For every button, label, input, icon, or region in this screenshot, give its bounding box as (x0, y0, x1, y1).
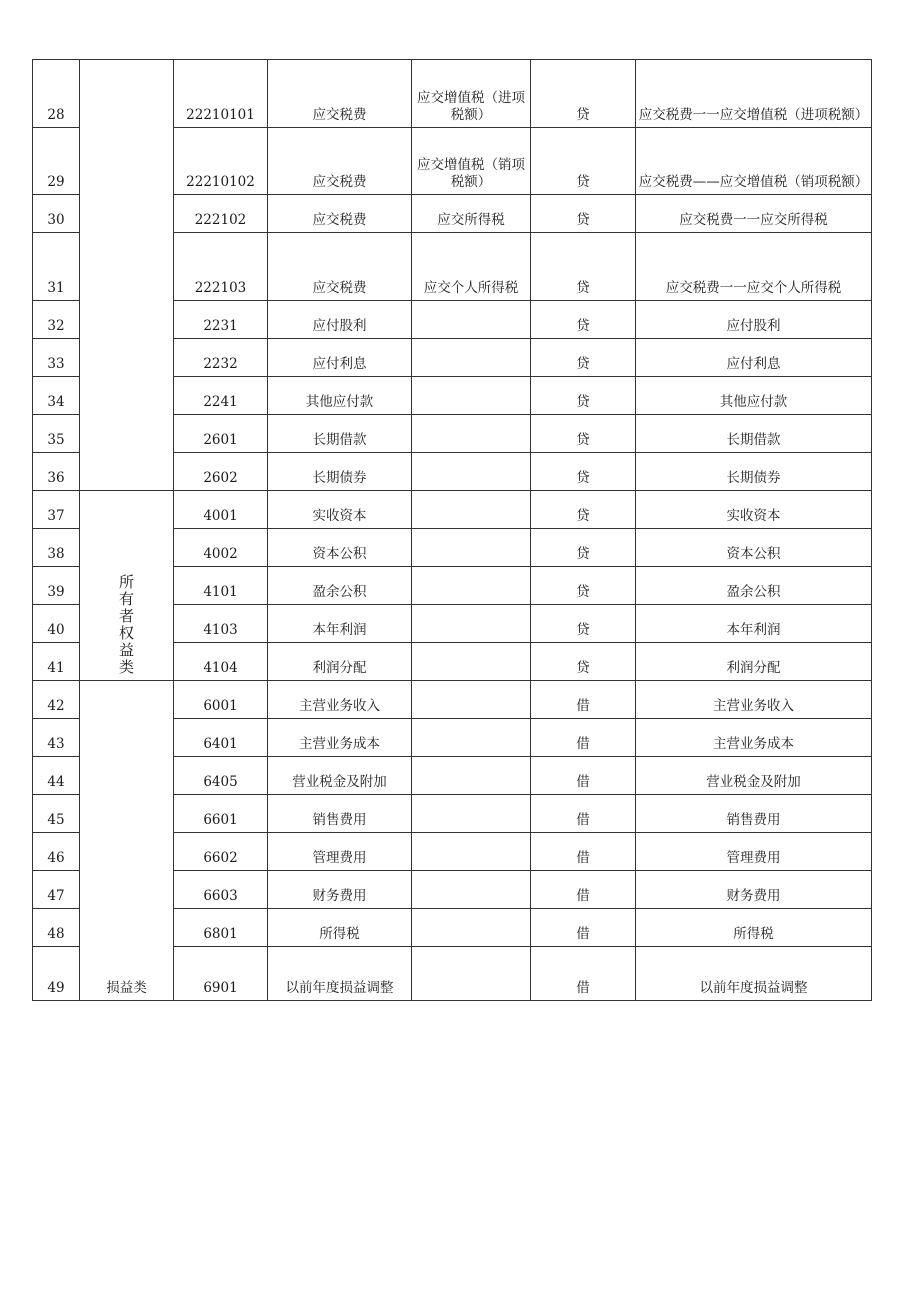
row-number: 48 (33, 909, 80, 947)
row-number: 28 (33, 60, 80, 128)
level1-account: 应交税费 (268, 60, 412, 128)
full-account-name: 应交税费一一应交所得税 (636, 195, 872, 233)
full-account-name: 主营业务收入 (636, 681, 872, 719)
level2-account (412, 301, 531, 339)
category-liability (80, 60, 174, 491)
balance-direction: 贷 (531, 60, 636, 128)
full-account-name: 应交税费一一应交增值税（进项税额） (636, 60, 872, 128)
full-account-name: 营业税金及附加 (636, 757, 872, 795)
balance-direction: 借 (531, 795, 636, 833)
table-row (33, 681, 872, 719)
level2-account (412, 681, 531, 719)
balance-direction: 贷 (531, 605, 636, 643)
full-account-name: 长期借款 (636, 415, 872, 453)
level1-account: 长期债券 (268, 453, 412, 491)
full-account-name: 盈余公积 (636, 567, 872, 605)
level1-account: 利润分配 (268, 643, 412, 681)
balance-direction: 借 (531, 871, 636, 909)
full-account-name: 应付股利 (636, 301, 872, 339)
level1-account: 营业税金及附加 (268, 757, 412, 795)
row-number: 46 (33, 833, 80, 871)
account-code: 6601 (174, 795, 268, 833)
account-code: 22210101 (174, 60, 268, 128)
balance-direction: 借 (531, 719, 636, 757)
level2-account (412, 453, 531, 491)
balance-direction: 贷 (531, 453, 636, 491)
level1-account: 财务费用 (268, 871, 412, 909)
row-number: 42 (33, 681, 80, 719)
account-code: 2232 (174, 339, 268, 377)
row-number: 38 (33, 529, 80, 567)
balance-direction: 贷 (531, 233, 636, 301)
category-equity-label: 所有者权益类 (118, 573, 134, 676)
account-code: 4001 (174, 491, 268, 529)
level2-account (412, 909, 531, 947)
level2-account (412, 795, 531, 833)
level1-account: 主营业务成本 (268, 719, 412, 757)
balance-direction: 贷 (531, 529, 636, 567)
full-account-name: 应交税费——应交增值税（销项税额） (636, 128, 872, 195)
level2-account (412, 757, 531, 795)
balance-direction: 贷 (531, 339, 636, 377)
full-account-name: 应付利息 (636, 339, 872, 377)
level1-account: 管理费用 (268, 833, 412, 871)
account-table-body (33, 60, 872, 1001)
category-equity (80, 491, 174, 681)
full-account-name: 利润分配 (636, 643, 872, 681)
account-table (32, 59, 872, 1001)
level1-account: 资本公积 (268, 529, 412, 567)
row-number: 47 (33, 871, 80, 909)
account-code: 4101 (174, 567, 268, 605)
row-number: 33 (33, 339, 80, 377)
balance-direction: 贷 (531, 415, 636, 453)
level1-account: 应交税费 (268, 128, 412, 195)
level1-account: 应交税费 (268, 195, 412, 233)
full-account-name: 所得税 (636, 909, 872, 947)
full-account-name: 应交税费一一应交个人所得税 (636, 233, 872, 301)
row-number: 29 (33, 128, 80, 195)
row-number: 49 (33, 947, 80, 1001)
level2-account (412, 605, 531, 643)
level2-account (412, 719, 531, 757)
level2-account (412, 377, 531, 415)
table-row (33, 491, 872, 529)
full-account-name: 财务费用 (636, 871, 872, 909)
full-account-name: 销售费用 (636, 795, 872, 833)
table-row (33, 60, 872, 128)
level2-account (412, 567, 531, 605)
full-account-name: 资本公积 (636, 529, 872, 567)
level2-account: 应交增值税（销项税额） (412, 128, 531, 195)
full-account-name: 管理费用 (636, 833, 872, 871)
level2-account: 应交增值税（进项税额） (412, 60, 531, 128)
row-number: 41 (33, 643, 80, 681)
full-account-name: 其他应付款 (636, 377, 872, 415)
row-number: 43 (33, 719, 80, 757)
account-code: 6401 (174, 719, 268, 757)
balance-direction: 贷 (531, 491, 636, 529)
row-number: 39 (33, 567, 80, 605)
account-code: 6901 (174, 947, 268, 1001)
level2-account (412, 833, 531, 871)
account-code: 22210102 (174, 128, 268, 195)
account-code: 2241 (174, 377, 268, 415)
level1-account: 应付利息 (268, 339, 412, 377)
row-number: 44 (33, 757, 80, 795)
level1-account: 长期借款 (268, 415, 412, 453)
balance-direction: 借 (531, 681, 636, 719)
account-code: 4104 (174, 643, 268, 681)
account-code: 2601 (174, 415, 268, 453)
level2-account (412, 491, 531, 529)
level1-account: 应交税费 (268, 233, 412, 301)
balance-direction: 借 (531, 833, 636, 871)
account-code: 6603 (174, 871, 268, 909)
level1-account: 本年利润 (268, 605, 412, 643)
row-number: 34 (33, 377, 80, 415)
balance-direction: 贷 (531, 128, 636, 195)
row-number: 36 (33, 453, 80, 491)
account-code: 222103 (174, 233, 268, 301)
full-account-name: 主营业务成本 (636, 719, 872, 757)
row-number: 32 (33, 301, 80, 339)
level1-account: 主营业务收入 (268, 681, 412, 719)
level2-account (412, 339, 531, 377)
account-code: 2231 (174, 301, 268, 339)
level1-account: 其他应付款 (268, 377, 412, 415)
account-code: 6602 (174, 833, 268, 871)
row-number: 31 (33, 233, 80, 301)
balance-direction: 贷 (531, 195, 636, 233)
full-account-name: 实收资本 (636, 491, 872, 529)
full-account-name: 本年利润 (636, 605, 872, 643)
full-account-name: 长期债券 (636, 453, 872, 491)
level2-account (412, 947, 531, 1001)
full-account-name: 以前年度损益调整 (636, 947, 872, 1001)
level1-account: 以前年度损益调整 (268, 947, 412, 1001)
balance-direction: 借 (531, 757, 636, 795)
category-profit-loss: 损益类 (80, 681, 174, 1001)
level2-account (412, 643, 531, 681)
balance-direction: 贷 (531, 643, 636, 681)
level2-account (412, 415, 531, 453)
level1-account: 所得税 (268, 909, 412, 947)
account-code: 4103 (174, 605, 268, 643)
level2-account: 应交个人所得税 (412, 233, 531, 301)
level1-account: 应付股利 (268, 301, 412, 339)
level2-account (412, 871, 531, 909)
row-number: 40 (33, 605, 80, 643)
balance-direction: 贷 (531, 377, 636, 415)
account-code: 222102 (174, 195, 268, 233)
balance-direction: 贷 (531, 301, 636, 339)
row-number: 37 (33, 491, 80, 529)
account-code: 6001 (174, 681, 268, 719)
account-code: 2602 (174, 453, 268, 491)
row-number: 45 (33, 795, 80, 833)
level1-account: 盈余公积 (268, 567, 412, 605)
balance-direction: 贷 (531, 567, 636, 605)
balance-direction: 借 (531, 909, 636, 947)
account-code: 6801 (174, 909, 268, 947)
level1-account: 销售费用 (268, 795, 412, 833)
level1-account: 实收资本 (268, 491, 412, 529)
account-code: 4002 (174, 529, 268, 567)
level2-account: 应交所得税 (412, 195, 531, 233)
level2-account (412, 529, 531, 567)
balance-direction: 借 (531, 947, 636, 1001)
row-number: 35 (33, 415, 80, 453)
row-number: 30 (33, 195, 80, 233)
account-code: 6405 (174, 757, 268, 795)
